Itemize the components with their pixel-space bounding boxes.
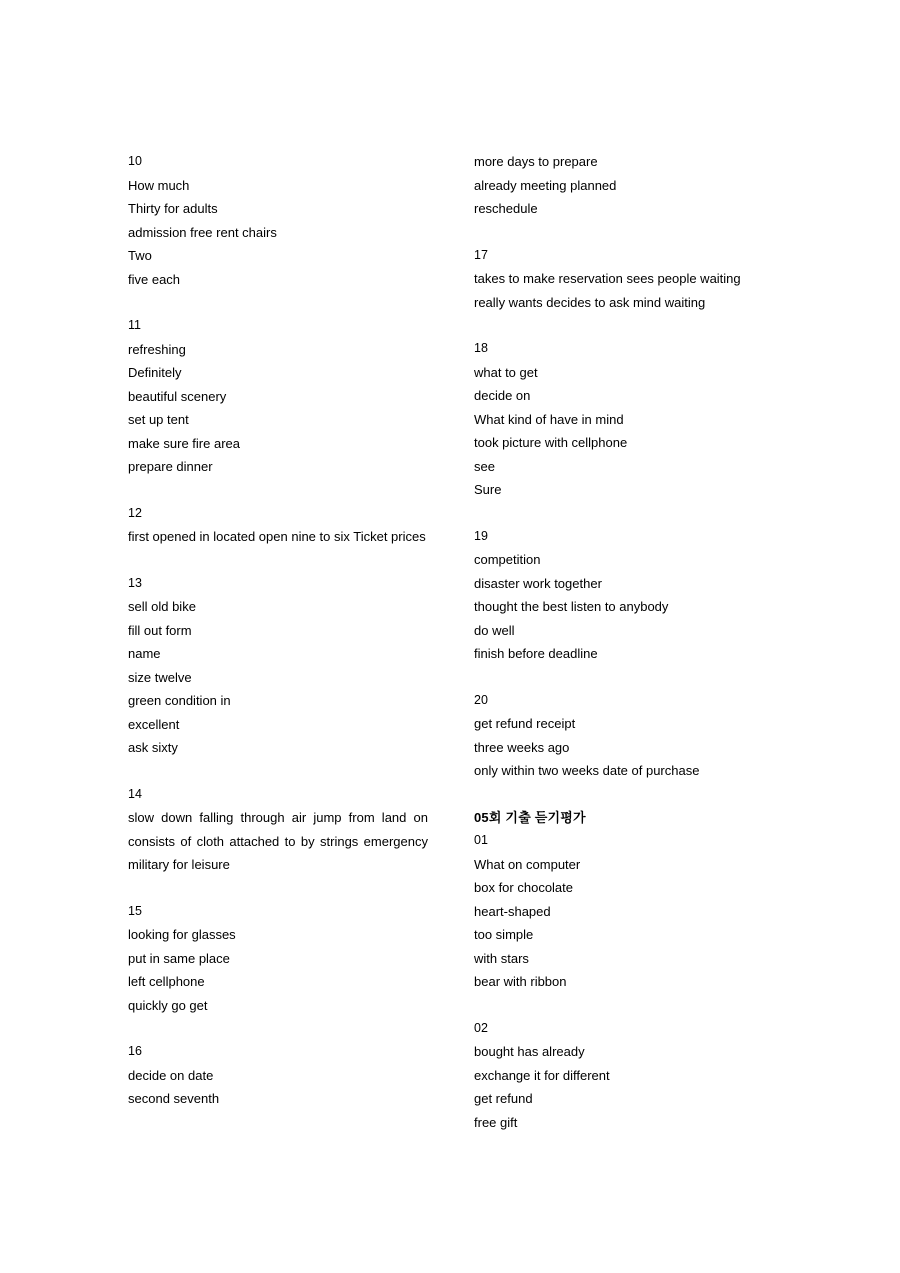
answer-group	[474, 806, 774, 994]
answer-group	[474, 1017, 774, 1135]
answer-line: bought has already	[474, 1044, 585, 1059]
answer-group	[128, 502, 428, 549]
answer-line: get refund	[474, 1091, 533, 1106]
answer-group	[128, 314, 428, 479]
answer-group	[128, 783, 428, 877]
answer-line: heart-shaped	[474, 903, 551, 919]
answer-group	[474, 689, 774, 783]
answer-line: How much	[128, 177, 190, 193]
item-number: 11	[128, 318, 141, 332]
answer-group	[474, 525, 774, 666]
answer-line: prepare dinner	[128, 459, 213, 474]
answer-line: size twelve	[128, 669, 192, 685]
answer-line: set up tent	[128, 412, 189, 427]
answer-line: with stars	[474, 950, 529, 966]
answer-line: looking for glasses	[128, 927, 236, 942]
answer-line: too simple	[474, 927, 534, 942]
answer-line: Definitely	[128, 365, 182, 380]
answer-line: took picture with cellphone	[474, 435, 628, 450]
answer-line: box for chocolate	[474, 880, 574, 895]
answer-line: exchange it for different	[474, 1067, 610, 1083]
answer-line: What kind of have in mind	[474, 411, 624, 427]
answer-line: ask sixty	[128, 740, 178, 755]
answer-line: already meeting planned	[474, 177, 617, 193]
answer-line: refreshing	[128, 341, 186, 357]
item-number: 10	[128, 154, 142, 168]
answer-line: name	[128, 646, 161, 661]
item-number: 13	[128, 575, 142, 590]
answer-group	[128, 150, 428, 291]
answer-line: make sure fire area	[128, 435, 240, 451]
answer-line: free gift	[474, 1114, 518, 1130]
item-number: 20	[474, 692, 488, 707]
item-number: 02	[474, 1020, 488, 1035]
answer-line: do well	[474, 622, 515, 638]
item-number: 15	[128, 903, 142, 918]
answer-line: five each	[128, 271, 181, 287]
answer-group	[474, 337, 774, 502]
item-number: 16	[128, 1044, 142, 1058]
item-number: 14	[128, 786, 142, 801]
answer-line: reschedule	[474, 201, 538, 216]
answer-line: excellent	[128, 716, 180, 732]
answer-line: admission free rent chairs	[128, 224, 277, 240]
answer-line: bear with ribbon	[474, 974, 567, 989]
answer-line: What on computer	[474, 856, 581, 872]
answer-line: finish before deadline	[474, 646, 598, 661]
answer-line: Sure	[474, 482, 502, 497]
answer-line: decide on	[474, 388, 531, 403]
answer-line: first opened in located open nine to six Ticket prices	[128, 529, 426, 544]
item-number: 01	[474, 833, 488, 847]
section-title: 05회 기출 듣기평가	[474, 809, 586, 825]
answer-line: thought the best listen to anybody	[474, 599, 669, 614]
answer-group	[128, 1040, 428, 1111]
answer-line: more days to prepare	[474, 154, 598, 169]
item-number: 17	[474, 247, 488, 262]
right-column	[474, 150, 774, 1134]
item-number: 19	[474, 528, 488, 543]
answer-line: put in same place	[128, 950, 230, 966]
answer-line: Thirty for adults	[128, 201, 218, 216]
answer-line: decide on date	[128, 1067, 214, 1083]
answer-line: what to get	[474, 364, 538, 380]
left-column	[128, 150, 428, 1111]
answer-group	[474, 244, 774, 315]
answer-line: only within two weeks date of purchase	[474, 763, 700, 778]
item-number: 18	[474, 341, 488, 355]
answer-group	[474, 150, 774, 221]
answer-line: takes to make reservation sees people waiting	[474, 271, 741, 286]
answer-line: quickly go get	[128, 997, 208, 1013]
answer-group	[128, 900, 428, 1018]
answer-line: second seventh	[128, 1091, 220, 1106]
answer-line: left cellphone	[128, 974, 205, 989]
answer-line: slow down falling through air jump from land on consists of cloth attached to by strings emergency military for leisure	[128, 810, 428, 872]
two-column-body	[128, 150, 788, 1134]
answer-line: three weeks ago	[474, 739, 570, 755]
answer-line: competition	[474, 552, 541, 567]
answer-line: beautiful scenery	[128, 388, 227, 404]
answer-line: fill out form	[128, 622, 192, 638]
answer-line: sell old bike	[128, 599, 196, 614]
answer-line: really wants decides to ask mind waiting	[474, 294, 706, 310]
item-number: 12	[128, 505, 142, 520]
answer-line: see	[474, 458, 495, 474]
answer-line: disaster work together	[474, 575, 602, 591]
answer-group	[128, 572, 428, 760]
answer-line: get refund receipt	[474, 716, 576, 731]
answer-line: green condition in	[128, 693, 231, 708]
answer-line: Two	[128, 248, 152, 263]
